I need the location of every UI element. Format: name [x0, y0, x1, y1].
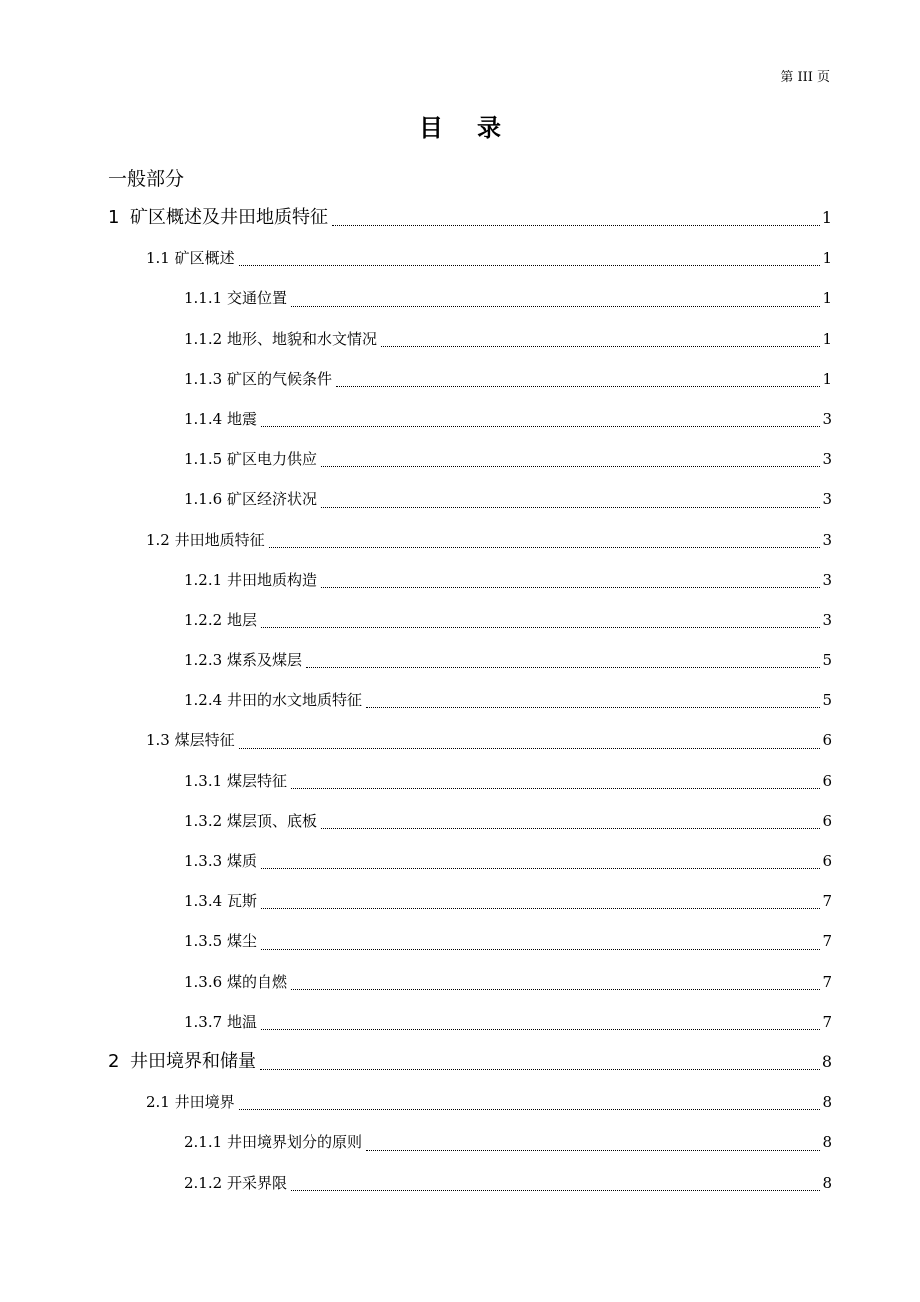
toc-entry[interactable] — [108, 600, 832, 640]
toc-entry[interactable] — [108, 238, 832, 278]
toc-entry-text: 地温 — [226, 1012, 257, 1031]
toc-entry-number: 1.3.5 — [184, 932, 223, 951]
dot-leader — [261, 426, 820, 427]
toc-entry-page: 8 — [822, 1173, 832, 1192]
toc-entry-page: 7 — [822, 932, 832, 951]
toc-entry[interactable] — [108, 761, 832, 801]
toc-entry-page: 7 — [822, 1012, 832, 1031]
toc-entry-page: 6 — [822, 811, 832, 830]
toc-entry-label — [146, 720, 239, 760]
toc-entry-text: 瓦斯 — [226, 892, 257, 911]
toc-entry-number: 2 — [108, 1050, 120, 1072]
dot-leader — [261, 1029, 820, 1030]
toc-entry[interactable] — [108, 881, 832, 921]
toc-entry-page: 1 — [821, 208, 832, 227]
toc-entry-label — [184, 319, 381, 359]
dot-leader — [239, 1109, 821, 1110]
dot-leader — [321, 466, 820, 467]
toc-entry[interactable] — [108, 801, 832, 841]
toc-entry-number: 1.2 — [146, 530, 170, 549]
dot-leader — [321, 507, 820, 508]
toc-entry-text: 开采界限 — [226, 1173, 287, 1192]
toc-entry-page: 1 — [822, 369, 832, 388]
toc-entry-label — [184, 278, 291, 318]
toc-entry[interactable] — [108, 1002, 832, 1042]
toc-entry-number: 1.3.6 — [184, 972, 223, 991]
toc-entry-page: 3 — [822, 409, 832, 428]
toc-entry-page: 6 — [822, 852, 832, 870]
toc-entry[interactable] — [108, 640, 832, 680]
toc-title: 目录 — [419, 114, 535, 142]
dot-leader — [260, 1069, 820, 1070]
toc-entry[interactable] — [108, 1163, 832, 1203]
toc-entry-label — [108, 1042, 260, 1082]
toc-entry-number: 1.2.2 — [184, 610, 223, 629]
toc-entry-page: 3 — [822, 530, 832, 549]
toc-entry-text: 煤层特征 — [174, 731, 235, 750]
toc-entry-number: 2.1.2 — [184, 1173, 223, 1192]
dot-leader — [336, 386, 820, 387]
toc-entry-text: 地形、地貌和水文情况 — [226, 329, 377, 348]
dot-leader — [239, 748, 821, 749]
toc-entry-text: 交通位置 — [226, 289, 287, 308]
toc-entry-text: 井田地质构造 — [226, 570, 317, 589]
toc-entry-number: 1.3.3 — [184, 852, 223, 870]
page-number: 第 III 页 — [780, 70, 830, 85]
dot-leader — [291, 1190, 820, 1191]
toc-entry[interactable] — [108, 560, 832, 600]
dot-leader — [321, 587, 820, 588]
dot-leader — [321, 828, 820, 829]
section-heading: 一般部分 — [108, 168, 185, 190]
toc-entry[interactable] — [108, 439, 832, 479]
toc-entry-label — [184, 560, 321, 600]
toc-entry[interactable] — [108, 319, 832, 359]
toc-entry-number: 1.1.3 — [184, 369, 223, 388]
toc-entry-number: 2.1 — [146, 1093, 170, 1112]
toc-entry-text: 矿区经济状况 — [226, 490, 317, 509]
toc-entry-label — [184, 399, 261, 439]
toc-entry-text: 矿区概述 — [174, 249, 235, 268]
toc-entry[interactable] — [108, 359, 832, 399]
dot-leader — [291, 989, 820, 990]
toc-entry-label — [184, 439, 321, 479]
toc-entry-number: 1.1.4 — [184, 409, 223, 428]
toc-entry-text: 矿区电力供应 — [226, 450, 317, 469]
dot-leader — [306, 667, 820, 668]
toc-entry-label — [184, 921, 261, 961]
toc-entry-number: 2.1.1 — [184, 1133, 223, 1152]
toc-entry-text: 矿区概述及井田地质特征 — [130, 207, 328, 228]
toc-entry[interactable] — [108, 962, 832, 1002]
toc-entry-page: 1 — [822, 329, 832, 348]
toc-entry-label — [184, 479, 321, 519]
toc-entry[interactable] — [108, 198, 832, 238]
toc-entry-text: 井田境界 — [174, 1093, 235, 1112]
toc-entry-number: 1.1.1 — [184, 289, 223, 308]
toc-entry-label — [184, 359, 336, 399]
toc-entry[interactable] — [108, 1082, 832, 1122]
toc-entry-page: 5 — [822, 691, 832, 710]
toc-entry-label — [184, 1163, 291, 1203]
toc-entry-number: 1.2.1 — [184, 570, 223, 589]
dot-leader — [366, 1150, 820, 1151]
dot-leader — [291, 788, 820, 789]
toc-entry-page: 8 — [822, 1133, 832, 1152]
toc-entry-label — [184, 761, 291, 801]
toc-entry-label — [184, 841, 261, 881]
dot-leader — [269, 547, 821, 548]
toc-entry-label — [184, 801, 321, 841]
toc-entry-number: 1.1 — [146, 249, 170, 268]
toc-entry-page: 5 — [822, 651, 832, 670]
dot-leader — [291, 306, 820, 307]
toc-entry-number: 1.2.4 — [184, 691, 223, 710]
toc-entry[interactable] — [108, 680, 832, 720]
toc-entry-label — [184, 680, 366, 720]
toc-entry-text: 煤层特征 — [226, 771, 287, 790]
toc-entry-number: 1.2.3 — [184, 651, 223, 670]
toc-entry-text: 煤系及煤层 — [226, 651, 302, 670]
toc-entry-page: 3 — [822, 570, 832, 589]
toc-entry[interactable] — [108, 921, 832, 961]
toc-entry-text: 井田境界划分的原则 — [226, 1133, 362, 1152]
toc-entry-text: 煤的自燃 — [226, 972, 287, 991]
toc-entry[interactable] — [108, 841, 832, 881]
dot-leader — [239, 265, 821, 266]
toc-entry-number: 1.1.5 — [184, 450, 223, 469]
toc-entry-number: 1.3.7 — [184, 1012, 223, 1031]
toc-entry-text: 井田境界和储量 — [130, 1050, 256, 1072]
toc-entry-page: 8 — [822, 1093, 832, 1112]
toc-entry-number: 1.3.1 — [184, 771, 223, 790]
dot-leader — [381, 346, 820, 347]
dot-leader — [332, 225, 820, 226]
toc-entry-label — [146, 238, 239, 278]
toc-entry-label — [146, 520, 269, 560]
dot-leader — [261, 949, 820, 950]
toc-entry-number: 1.3 — [146, 731, 170, 750]
toc-entry-text: 地震 — [226, 409, 257, 428]
toc-entry-text: 地层 — [226, 610, 257, 629]
dot-leader — [366, 707, 820, 708]
toc-entry-number: 1.1.6 — [184, 490, 223, 509]
toc-entry-page: 1 — [822, 249, 832, 268]
toc-entry-label — [184, 1002, 261, 1042]
toc-entry[interactable] — [108, 1122, 832, 1162]
toc-entry[interactable] — [108, 278, 832, 318]
toc-entry-text: 井田的水文地质特征 — [226, 691, 362, 710]
dot-leader — [261, 908, 820, 909]
toc-entry-page: 3 — [822, 490, 832, 509]
toc-entry-number: 1.3.2 — [184, 811, 223, 830]
toc-entry-page: 7 — [822, 892, 832, 911]
toc-entry[interactable] — [108, 1042, 832, 1082]
toc-entry-number: 1.1.2 — [184, 329, 223, 348]
toc-list — [108, 198, 832, 1203]
toc-entry[interactable] — [108, 720, 832, 760]
toc-entry-label — [184, 881, 261, 921]
toc-entry-text: 矿区的气候条件 — [226, 369, 332, 388]
toc-entry-label — [184, 1122, 366, 1162]
toc-entry-page: 8 — [821, 1051, 832, 1071]
toc-entry-text: 煤尘 — [226, 932, 257, 951]
dot-leader — [261, 868, 820, 869]
toc-entry-page: 3 — [822, 450, 832, 469]
toc-entry-label — [184, 640, 306, 680]
toc-entry-page: 6 — [822, 771, 832, 790]
dot-leader — [261, 627, 820, 628]
toc-entry-text: 井田地质特征 — [174, 530, 265, 549]
toc-entry-page: 7 — [822, 972, 832, 991]
toc-entry-text: 煤质 — [226, 852, 257, 870]
toc-entry-label — [108, 198, 332, 238]
toc-entry-page: 6 — [822, 731, 832, 750]
toc-entry[interactable] — [108, 520, 832, 560]
toc-entry-page: 3 — [822, 610, 832, 629]
toc-entry-text: 煤层顶、底板 — [226, 811, 317, 830]
toc-entry-label — [184, 600, 261, 640]
toc-entry-number: 1 — [108, 207, 120, 228]
toc-entry-label — [184, 962, 291, 1002]
toc-entry-page: 1 — [822, 289, 832, 308]
toc-entry-number: 1.3.4 — [184, 892, 223, 911]
toc-entry-label — [146, 1082, 239, 1122]
toc-entry[interactable] — [108, 399, 832, 439]
toc-entry[interactable] — [108, 479, 832, 519]
